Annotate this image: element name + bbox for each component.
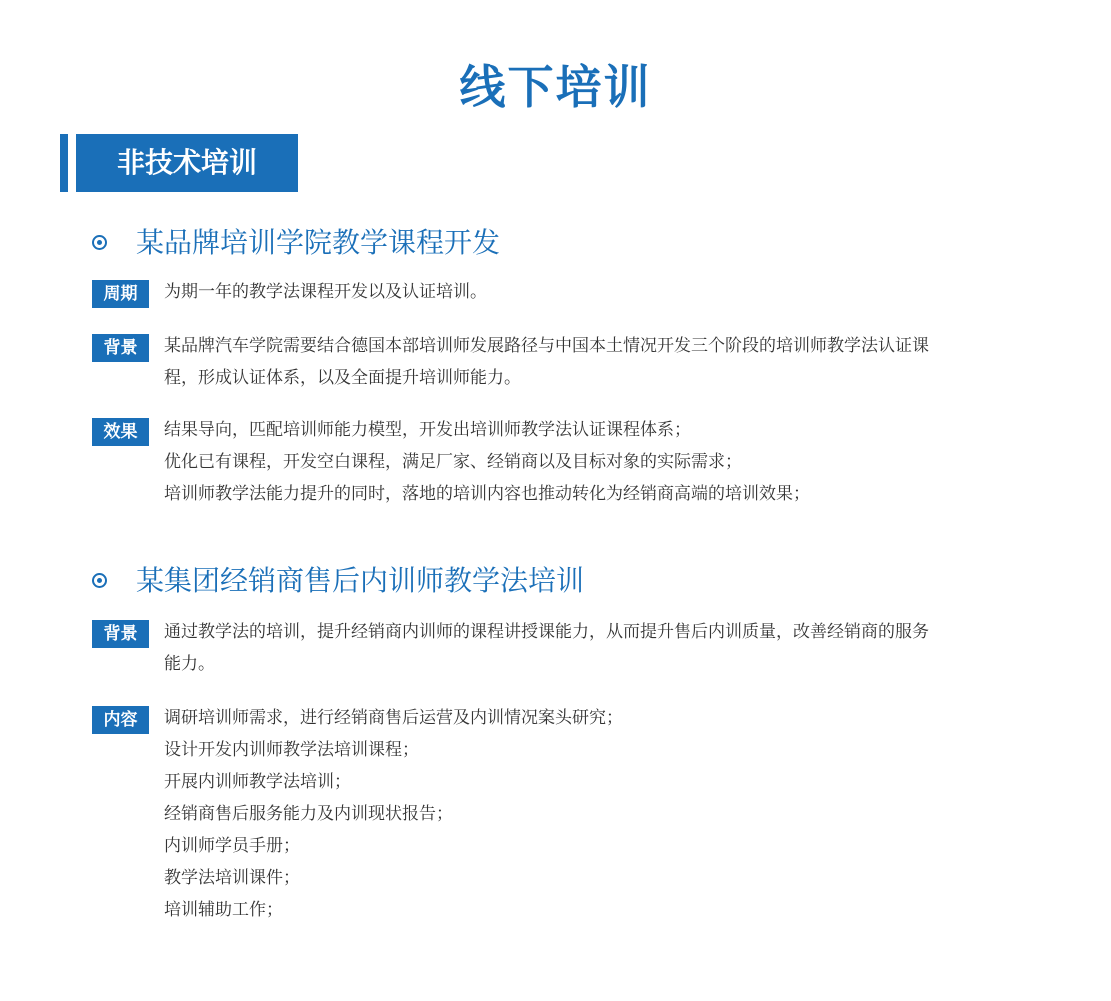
field-line: 调研培训师需求，进行经销商售后运营及内训情况案头研究； bbox=[164, 708, 623, 728]
field-line: 能力。 bbox=[164, 654, 215, 674]
section-badge: 非技术培训 bbox=[76, 134, 298, 192]
course-header bbox=[92, 226, 1052, 266]
field-line: 通过教学法的培训，提升经销商内训师的课程讲授课能力，从而提升售后内训质量，改善经销商的服务 bbox=[164, 622, 929, 642]
field-line: 教学法培训课件； bbox=[164, 868, 300, 888]
field-line: 内训师学员手册； bbox=[164, 836, 300, 856]
course-header bbox=[92, 564, 1052, 604]
field-line: 设计开发内训师教学法培训课程； bbox=[164, 740, 419, 760]
course-title: 某品牌培训学院教学课程开发 bbox=[136, 226, 501, 259]
field-tag: 周期 bbox=[92, 280, 149, 308]
course-title: 某集团经销商售后内训师教学法培训 bbox=[136, 564, 585, 597]
field-tag: 背景 bbox=[92, 334, 149, 362]
field-tag: 背景 bbox=[92, 620, 149, 648]
field-tag: 内容 bbox=[92, 706, 149, 734]
field-tag: 效果 bbox=[92, 418, 149, 446]
section-accent-bar bbox=[60, 134, 68, 192]
field-line: 培训师教学法能力提升的同时，落地的培训内容也推动转化为经销商高端的培训效果； bbox=[164, 484, 810, 504]
field-line: 经销商售后服务能力及内训现状报告； bbox=[164, 804, 453, 824]
field-line: 为期一年的教学法课程开发以及认证培训。 bbox=[164, 282, 487, 302]
field-line: 程，形成认证体系，以及全面提升培训师能力。 bbox=[164, 368, 521, 388]
field-line: 优化已有课程，开发空白课程，满足厂家、经销商以及目标对象的实际需求； bbox=[164, 452, 742, 472]
field-line: 结果导向，匹配培训师能力模型，开发出培训师教学法认证课程体系； bbox=[164, 420, 691, 440]
field-line: 某品牌汽车学院需要结合德国本部培训师发展路径与中国本土情况开发三个阶段的培训师教学法认证课 bbox=[164, 336, 929, 356]
field-line: 开展内训师教学法培训； bbox=[164, 772, 351, 792]
field-line: 培训辅助工作； bbox=[164, 900, 283, 920]
page-title: 线下培训 bbox=[459, 60, 652, 114]
course-block bbox=[92, 564, 1052, 920]
course-block bbox=[92, 226, 1052, 504]
bullet-icon bbox=[92, 235, 107, 250]
bullet-icon bbox=[92, 573, 107, 588]
